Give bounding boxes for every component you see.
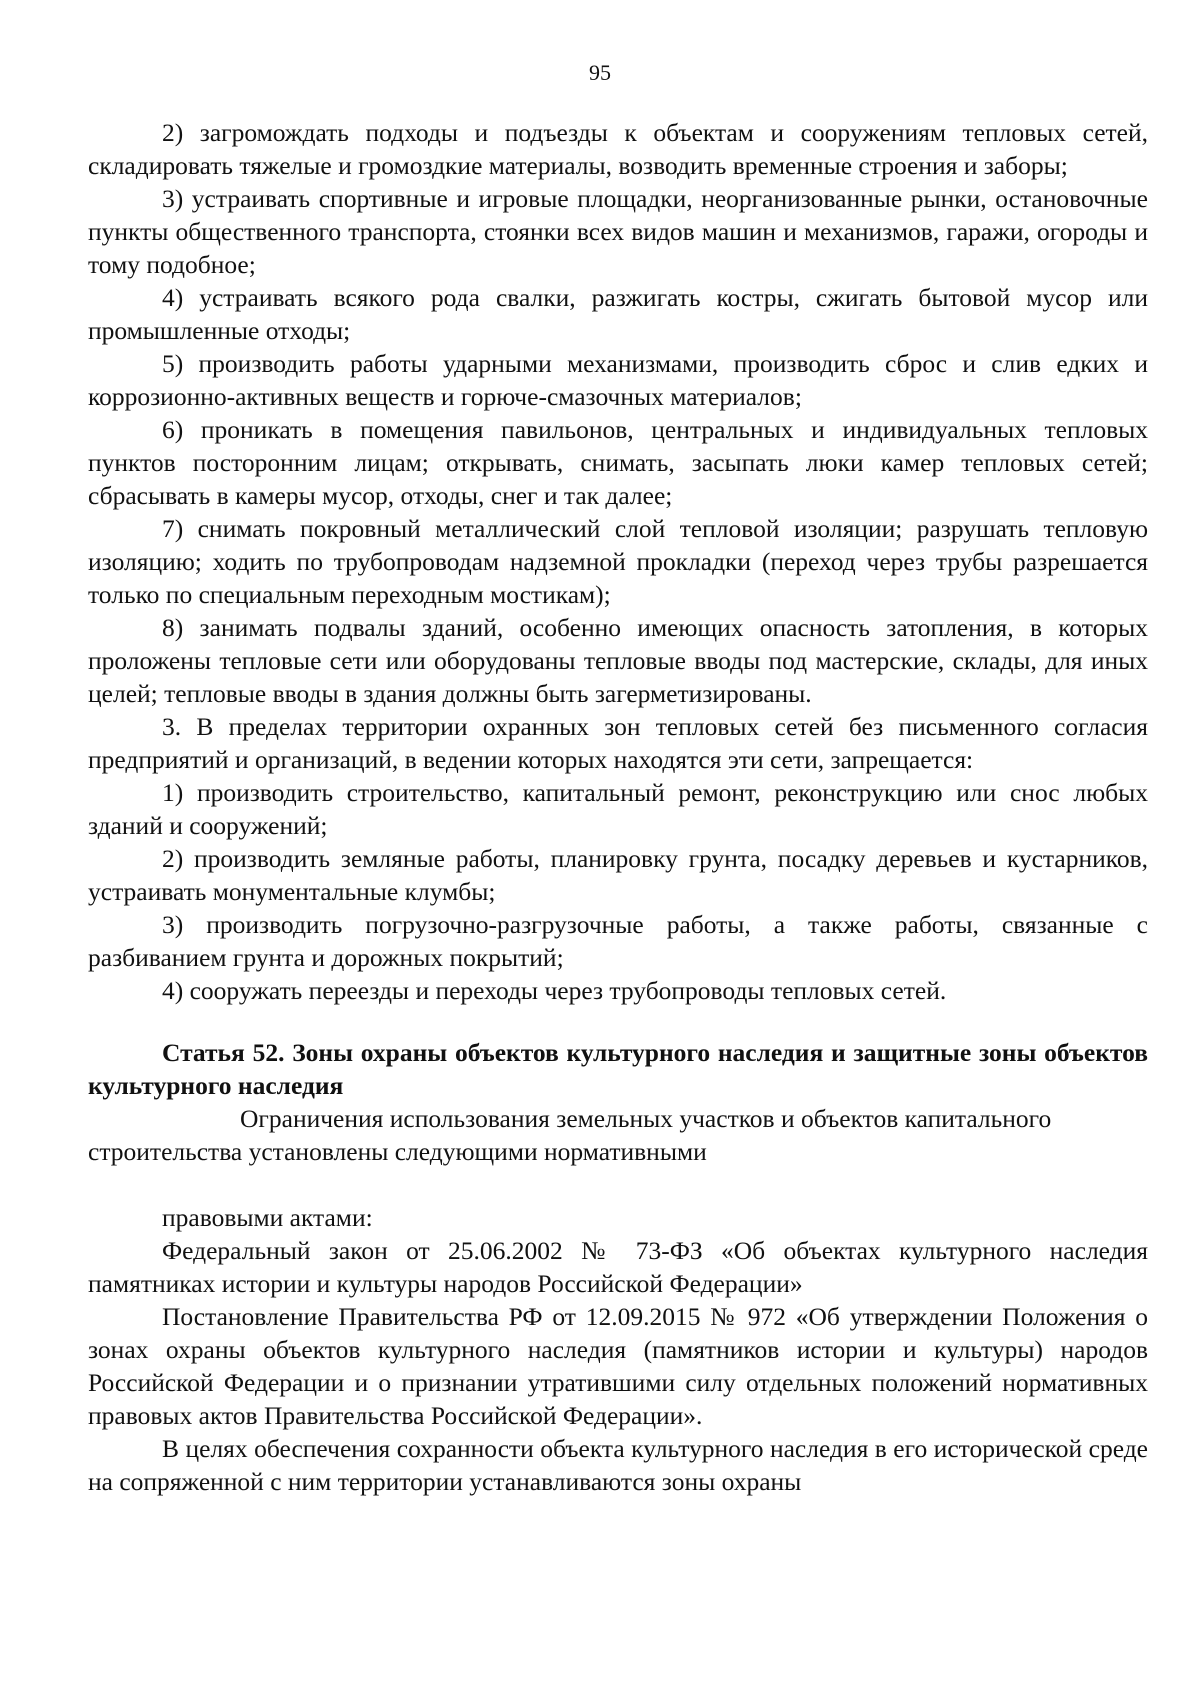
- paragraph-item-5-impact-works: 5) производить работы ударными механизмами, производить сброс и слив едких и коррозионно-активных веществ и горюче-смазочных материалов;: [88, 349, 1148, 411]
- article-closing-paragraph: В целях обеспечения сохранности объекта культурного наследия в его исторической среде на сопряженной с ним территории устанавливаются зоны охраны: [88, 1434, 1148, 1496]
- paragraph-subitem-4-crossings: 4) сооружать переезды и переходы через трубопроводы тепловых сетей.: [162, 976, 947, 1005]
- paragraph-clause-3: 3. В пределах территории охранных зон тепловых сетей без письменного согласия предприятий и организаций, в ведении которых находятся эти сети, запрещается:: [88, 712, 1148, 774]
- act-federal-law: Федеральный закон от 25.06.2002 № 73-ФЗ «Об объектах культурного наследия памятниках истории и культуры народов Российской Федерации»: [88, 1236, 1148, 1298]
- paragraph-item-6-premises: 6) проникать в помещения павильонов, центральных и индивидуальных тепловых пунктов посторонним лицам; открывать, снимать, засыпать люки камер тепловых сетей; сбрасывать в камеры мусор, отходы, снег и так далее;: [88, 415, 1148, 510]
- paragraph-subitem-1-construction: 1) производить строительство, капитальный ремонт, реконструкцию или снос любых зданий и сооружений;: [88, 778, 1148, 840]
- article-intro: Ограничения использования земельных участков и объектов капитального строительства установлены следующими нормативными: [88, 1104, 1052, 1166]
- paragraph-subitem-3-loading: 3) производить погрузочно-разгрузочные работы, а также работы, связанные с разбиванием грунта и дорожных покрытий;: [88, 910, 1148, 972]
- act-government-resolution: Постановление Правительства РФ от 12.09.2015 № 972 «Об утверждении Положения о зонах охраны объектов культурного наследия (памятников истории и культуры) народов Российской Федерации и о признании утратившими силу отдельных положений нормативных правовых актов Правительства Российской Федерации».: [88, 1302, 1148, 1430]
- paragraph-item-3-playgrounds: 3) устраивать спортивные и игровые площадки, неорганизованные рынки, остановочные пункты общественного транспорта, стоянки всех видов машин и механизмов, гаражи, огороды и тому подобное;: [88, 184, 1148, 279]
- paragraph-item-7-insulation: 7) снимать покровный металлический слой тепловой изоляции; разрушать тепловую изоляцию; ходить по трубопроводам надземной прокладки (переход через трубы разрешается только по специальным переходным мостикам);: [88, 514, 1148, 609]
- article-intro-continued: правовыми актами:: [162, 1203, 373, 1232]
- paragraph-subitem-2-earthworks: 2) производить земляные работы, планировку грунта, посадку деревьев и кустарников, устраивать монументальные клумбы;: [88, 844, 1148, 906]
- paragraph-item-4-dumps: 4) устраивать всякого рода свалки, разжигать костры, сжигать бытовой мусор или промышленные отходы;: [88, 283, 1148, 345]
- document-body: [88, 116, 1148, 1498]
- page-number: 95: [589, 60, 611, 85]
- article-52-heading: Статья 52. Зоны охраны объектов культурного наследия и защитные зоны объектов культурного наследия: [88, 1038, 1148, 1100]
- paragraph-item-8-basements: 8) занимать подвалы зданий, особенно имеющих опасность затопления, в которых проложены тепловые сети или оборудованы тепловые вводы под мастерские, склады, для иных целей; тепловые вводы в здания должны быть загерметизированы.: [88, 613, 1148, 708]
- paragraph-item-2-clutter: 2) загромождать подходы и подъезды к объектам и сооружениям тепловых сетей, складировать тяжелые и громоздкие материалы, возводить временные строения и заборы;: [88, 118, 1148, 180]
